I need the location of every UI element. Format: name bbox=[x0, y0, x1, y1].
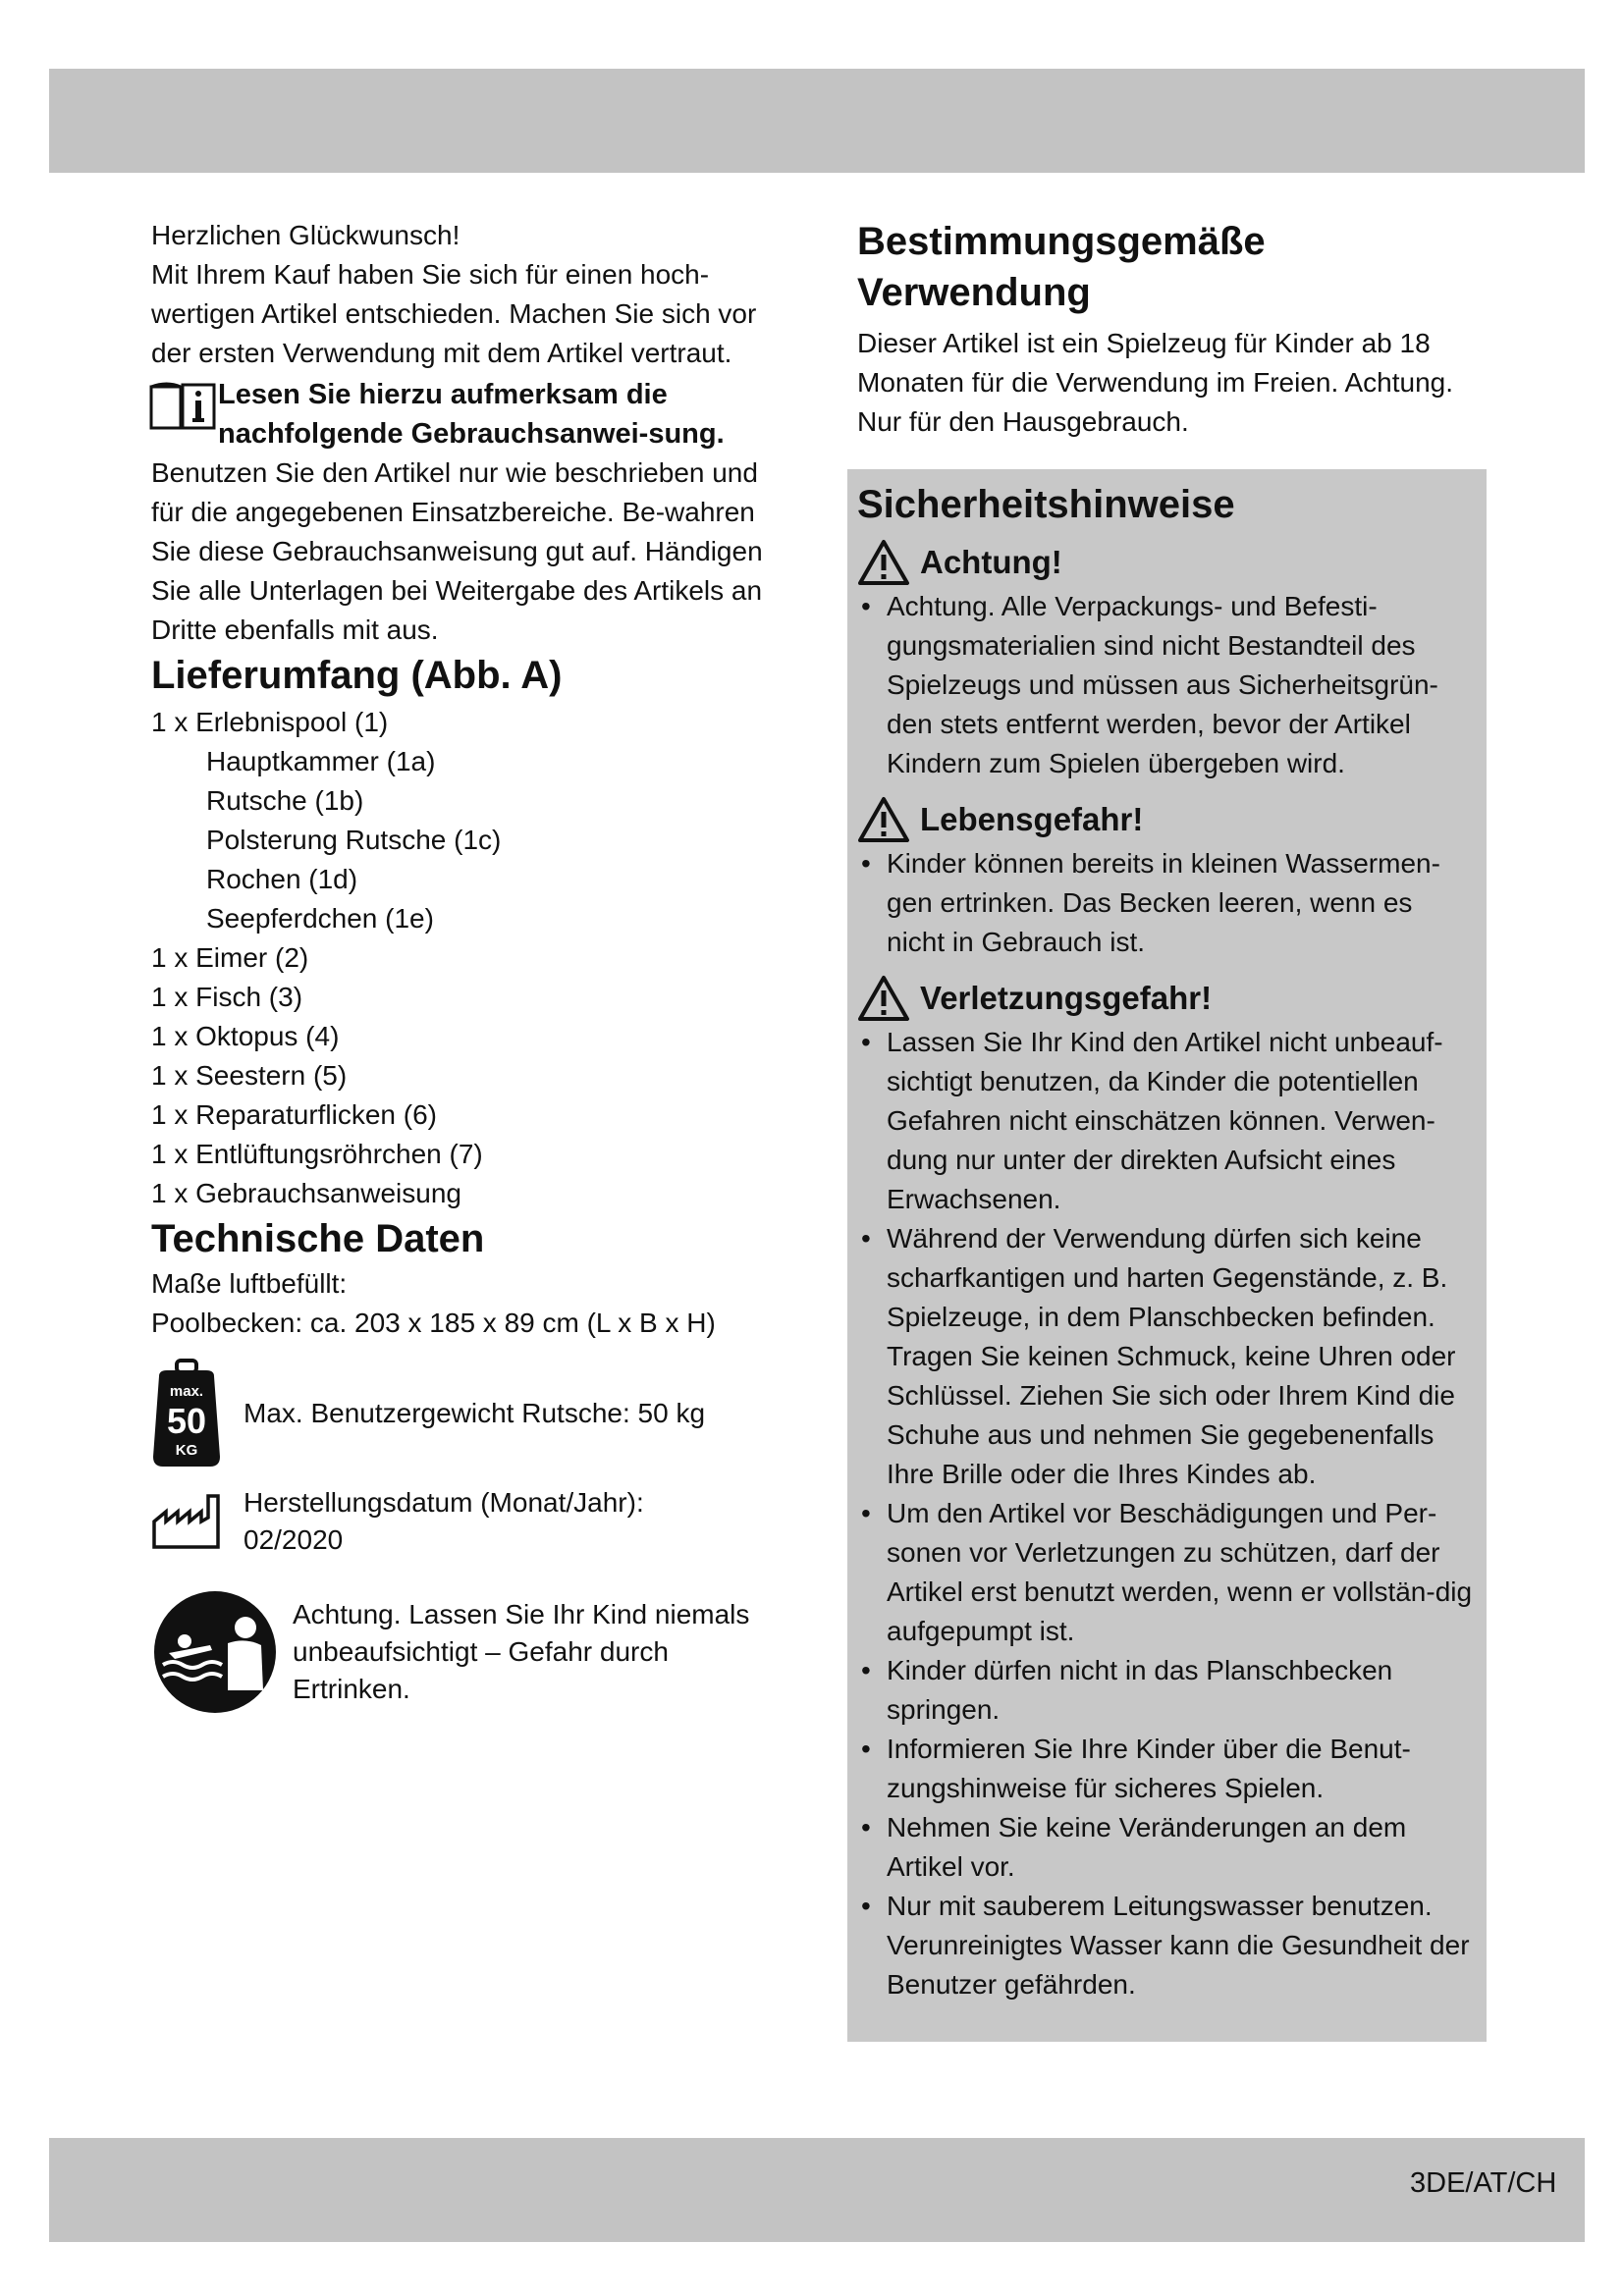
weight-icon bbox=[151, 1359, 222, 1468]
list-item: • Kinder dürfen nicht in das Planschbecken springen. bbox=[857, 1651, 1476, 1730]
max-weight-row bbox=[151, 1359, 780, 1468]
list-item: Rutsche (1b) bbox=[206, 785, 364, 816]
list-item: • Während der Verwendung dürfen sich keine scharfkantigen und harten Gegenstände, z. B. Spielzeuge, in dem Planschbecken befinden. Tragen Sie keinen Schmuck, keine Uhren oder Schlüssel. Ziehen Sie sich oder Ihrem Kind die Schuhe aus und nehmen Sie gegebenenfalls Ihre Brille oder die Ihres Kindes ab. bbox=[857, 1219, 1476, 1494]
usage-text: Benutzen Sie den Artikel nur wie beschrieben und für die angegebenen Einsatzbereiche. Be-wahren Sie diese Gebrauchsanweisung gut auf. Händigen Sie alle Unterlagen bei Weitergabe des Artikels an Dritte ebenfalls mit aus. bbox=[151, 457, 763, 645]
dimensions-label: Maße luftbefüllt: bbox=[151, 1268, 348, 1299]
warning-triangle-icon bbox=[857, 975, 910, 1022]
supervision-drowning-icon bbox=[151, 1588, 279, 1716]
left-column bbox=[151, 216, 780, 1716]
intended-use-text: Dieser Artikel ist ein Spielzeug für Kinder ab 18 Monaten für die Verwendung im Freien. Achtung. Nur für den Hausgebrauch. bbox=[857, 328, 1454, 437]
list-item: 1 x Erlebnispool (1) bbox=[151, 707, 389, 737]
list-item: 1 x Reparaturflicken (6) bbox=[151, 1099, 438, 1130]
list-item: Seepferdchen (1e) bbox=[206, 903, 434, 934]
list-item: • Nehmen Sie keine Veränderungen an dem Artikel vor. bbox=[857, 1808, 1476, 1887]
intended-use-title bbox=[857, 216, 1486, 318]
list-item: 1 x Oktopus (4) bbox=[151, 1021, 340, 1051]
page-edge bbox=[1585, 2138, 1624, 2242]
list-item: Hauptkammer (1a) bbox=[206, 746, 436, 776]
list-item: Polsterung Rutsche (1c) bbox=[206, 825, 502, 855]
list-item: 1 x Gebrauchsanweisung bbox=[151, 1178, 461, 1208]
header-bar bbox=[49, 69, 1585, 173]
list-item: Rochen (1d) bbox=[206, 864, 358, 894]
list-item: • Lassen Sie Ihr Kind den Artikel nicht unbeauf-sichtigt benutzen, da Kinder die potentiellen Gefahren nicht einschätzen können. Verwen-dung nur unter der direkten Aufsicht eines Erwachsenen. bbox=[857, 1023, 1476, 1219]
list-item: 1 x Entlüftungsröhrchen (7) bbox=[151, 1139, 483, 1169]
safety-title: Sicherheitshinweise bbox=[857, 483, 1235, 526]
drowning-warning-text: Achtung. Lassen Sie Ihr Kind niemals unbeaufsichtigt – Gefahr durch Ertrinken. bbox=[293, 1599, 750, 1704]
list-item: • Achtung. Alle Verpackungs- und Befesti-gungsmaterialien sind nicht Bestandteil des Spielzeugs und müssen aus Sicherheitsgrün-den stets entfernt werden, bevor der Artikel Kindern zum Spielen übergeben wird. bbox=[857, 587, 1476, 783]
greeting: Herzlichen Glückwunsch! bbox=[151, 220, 460, 250]
warning-list bbox=[857, 1023, 1476, 2004]
list-item: • Um den Artikel vor Beschädigungen und Per-sonen vor Verletzungen zu schützen, darf der Artikel erst benutzt werden, wenn er vollstän-dig aufgepumpt ist. bbox=[857, 1494, 1476, 1651]
warning-heading bbox=[857, 795, 1476, 844]
warning-triangle-icon bbox=[857, 796, 910, 843]
scope-title: Lieferumfang (Abb. A) bbox=[151, 654, 563, 697]
drowning-warning-row bbox=[151, 1588, 780, 1716]
read-notice-text: Lesen Sie hierzu aufmerksam die nachfolgende Gebrauchsanwei-sung. bbox=[218, 379, 725, 450]
intended-use-title-line2: Verwendung bbox=[857, 271, 1091, 314]
list-item: 1 x Fisch (3) bbox=[151, 982, 303, 1012]
weight-icon-top: max. bbox=[169, 1383, 204, 1400]
warning-title: Lebensgefahr! bbox=[920, 801, 1144, 837]
warning-list bbox=[857, 587, 1476, 783]
list-item: • Informieren Sie Ihre Kinder über die Benut-zungshinweise für sicheres Spielen. bbox=[857, 1730, 1476, 1808]
read-notice bbox=[151, 375, 780, 454]
intended-use-title-line1: Bestimmungsgemäße bbox=[857, 220, 1266, 263]
warning-heading bbox=[857, 538, 1476, 587]
weight-icon-value: 50 bbox=[166, 1401, 207, 1441]
safety-box bbox=[847, 469, 1487, 2042]
scope-list bbox=[151, 703, 780, 1213]
warning-triangle-icon bbox=[857, 539, 910, 586]
warning-heading bbox=[857, 974, 1476, 1023]
dimensions-value: Poolbecken: ca. 203 x 185 x 89 cm (L x B x H) bbox=[151, 1308, 716, 1338]
right-column bbox=[857, 216, 1486, 442]
manufacture-date-value: 02/2020 bbox=[244, 1524, 344, 1555]
manual-info-icon bbox=[147, 379, 218, 434]
intro-text: Mit Ihrem Kauf haben Sie sich für einen hoch-wertigen Artikel entschieden. Machen Sie sich vor der ersten Verwendung mit dem Artikel vertraut. bbox=[151, 259, 757, 368]
page-number: 3DE/AT/CH bbox=[1410, 2167, 1557, 2199]
warning-title: Verletzungsgefahr! bbox=[920, 980, 1213, 1016]
tech-title: Technische Daten bbox=[151, 1217, 485, 1260]
list-item: 1 x Seestern (5) bbox=[151, 1060, 348, 1091]
list-item: • Kinder können bereits in kleinen Wassermen-gen ertrinken. Das Becken leeren, wenn es nicht in Gebrauch ist. bbox=[857, 844, 1476, 962]
warning-title: Achtung! bbox=[920, 544, 1062, 580]
manufacture-date-row bbox=[151, 1484, 780, 1559]
factory-icon bbox=[151, 1492, 222, 1551]
warning-list bbox=[857, 844, 1476, 962]
weight-icon-unit: KG bbox=[175, 1442, 198, 1459]
max-weight-text: Max. Benutzergewicht Rutsche: 50 kg bbox=[244, 1398, 706, 1428]
footer-bar bbox=[49, 2138, 1585, 2242]
manufacture-date-label: Herstellungsdatum (Monat/Jahr): bbox=[244, 1487, 644, 1518]
list-item: 1 x Eimer (2) bbox=[151, 942, 309, 973]
list-item: • Nur mit sauberem Leitungswasser benutzen. Verunreinigtes Wasser kann die Gesundheit der Benutzer gefährden. bbox=[857, 1887, 1476, 2004]
